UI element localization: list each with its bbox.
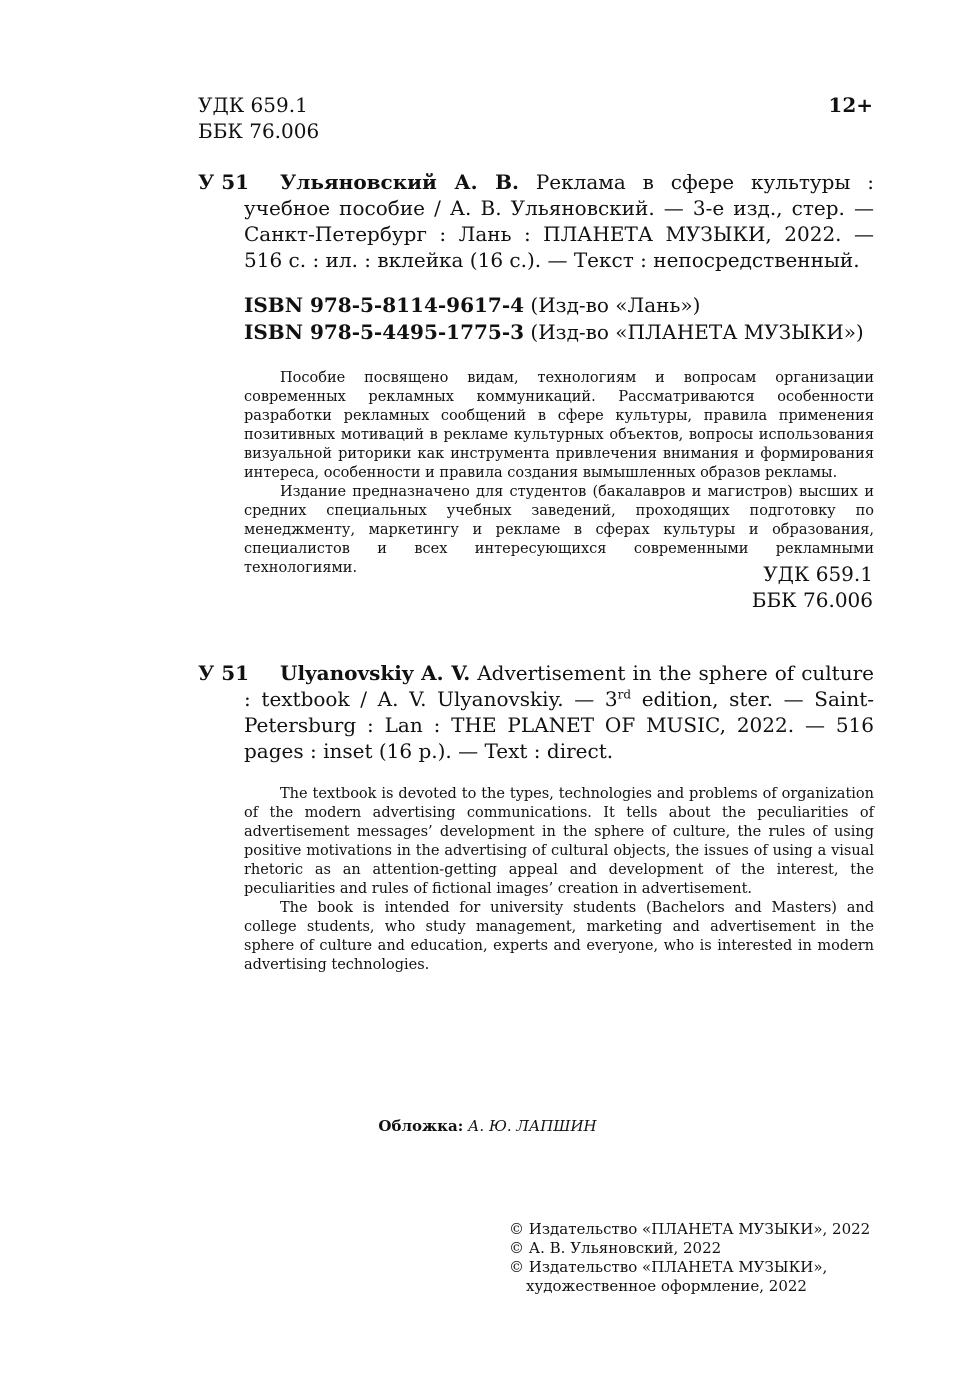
annotation-en bbox=[244, 785, 874, 975]
copyright-line: художественное оформление, 2022 bbox=[526, 1277, 807, 1295]
annotation-ru bbox=[244, 369, 874, 578]
isbn-number: ISBN 978-5-8114-9617-4 bbox=[244, 293, 525, 317]
citation-en-part2: edition, ster. — Saint-Petersburg : Lan : THE PLANET OF MUSIC, 2022. — 516 pages : inset (16 p.). — Text : direct. bbox=[244, 687, 875, 763]
isbn-publisher: (Изд-во «ПЛАНЕТА МУЗЫКИ») bbox=[530, 320, 864, 344]
author-name-ru: Ульяновский А. В. bbox=[280, 170, 519, 194]
copyright-line: © Издательство «ПЛАНЕТА МУЗЫКИ», bbox=[509, 1258, 828, 1276]
citation-en-part1: Advertisement in the sphere of culture : textbook / A. V. Ulyanovskiy. — 3 bbox=[244, 661, 874, 711]
annotation-paragraph: Пособие посвящено видам, технологиям и вопросам организации современных рекламных коммуникаций. Рассматриваются особенности разработки рекламных сообщений в сфере культуры, правила применения позитивных мотиваций в рекламе культурных объектов, вопросы использования визуальной риторики как инструмента привлечения внимания и формирования интереса, особенности и правила создания вымышленных образов рекламы. bbox=[244, 370, 874, 481]
author-mark-en: У 51 bbox=[198, 661, 250, 685]
citation-ru: Реклама в сфере культуры : учебное пособие / А. В. Ульяновский. — 3-е изд., стер. — Санкт-Петербург : Лань : ПЛАНЕТА МУЗЫКИ, 2022. — 516 с. : ил. : вклейка (16 с.). — Текст : непосредственный. bbox=[244, 170, 875, 272]
copyright-block bbox=[509, 1220, 870, 1296]
copyright-line: © Издательство «ПЛАНЕТА МУЗЫКИ», 2022 bbox=[509, 1220, 871, 1238]
header-classification bbox=[198, 92, 398, 144]
copyright-line: © А. В. Ульяновский, 2022 bbox=[509, 1239, 722, 1257]
edition-superscript: rd bbox=[617, 687, 632, 702]
isbn-publisher: (Изд-во «Лань») bbox=[530, 293, 701, 317]
bbk-code: ББК 76.006 bbox=[198, 119, 320, 143]
footer-classification bbox=[752, 561, 873, 613]
author-name-en: Ulyanovskiy A. V. bbox=[280, 661, 471, 685]
udk-code: УДК 659.1 bbox=[198, 93, 308, 117]
isbn-line bbox=[244, 319, 864, 346]
isbn-list bbox=[244, 292, 864, 346]
cover-designer: А. Ю. ЛАПШИН bbox=[468, 1117, 597, 1135]
isbn-number: ISBN 978-5-4495-1775-3 bbox=[244, 320, 525, 344]
bibliographic-description-ru bbox=[244, 169, 874, 273]
annotation-paragraph: Издание предназначено для студентов (бакалавров и магистров) высших и средних специальных учебных заведений, проходящих подготовку по менеджменту, маркетингу и рекламе в сферах культуры и образования, специалистов и всех интересующихся современными рекламными технологиями. bbox=[244, 484, 874, 576]
bibliographic-description-en bbox=[244, 660, 874, 764]
udk-code: УДК 659.1 bbox=[763, 562, 873, 586]
age-rating: 12+ bbox=[828, 93, 873, 117]
bbk-code: ББК 76.006 bbox=[751, 588, 873, 612]
cover-credit bbox=[0, 1116, 975, 1136]
annotation-paragraph: The book is intended for university students (Bachelors and Masters) and college students, who study management, marketing and advertisement in the sphere of culture and education, experts and everyone, who is interested in modern advertising technologies. bbox=[244, 900, 874, 973]
author-mark-ru: У 51 bbox=[198, 170, 250, 194]
annotation-paragraph: The textbook is devoted to the types, technologies and problems of organization of the modern advertising communications. It tells about the peculiarities of advertisement messages’ development in the sphere of culture, the rules of using positive motivations in the advertising of cultural objects, the issues of using a visual rhetoric as an attention-getting appeal and development of the interest, the peculiarities and rules of fictional images’ creation in advertisement. bbox=[244, 786, 874, 897]
isbn-line bbox=[244, 292, 864, 319]
cover-label: Обложка: bbox=[378, 1117, 464, 1135]
